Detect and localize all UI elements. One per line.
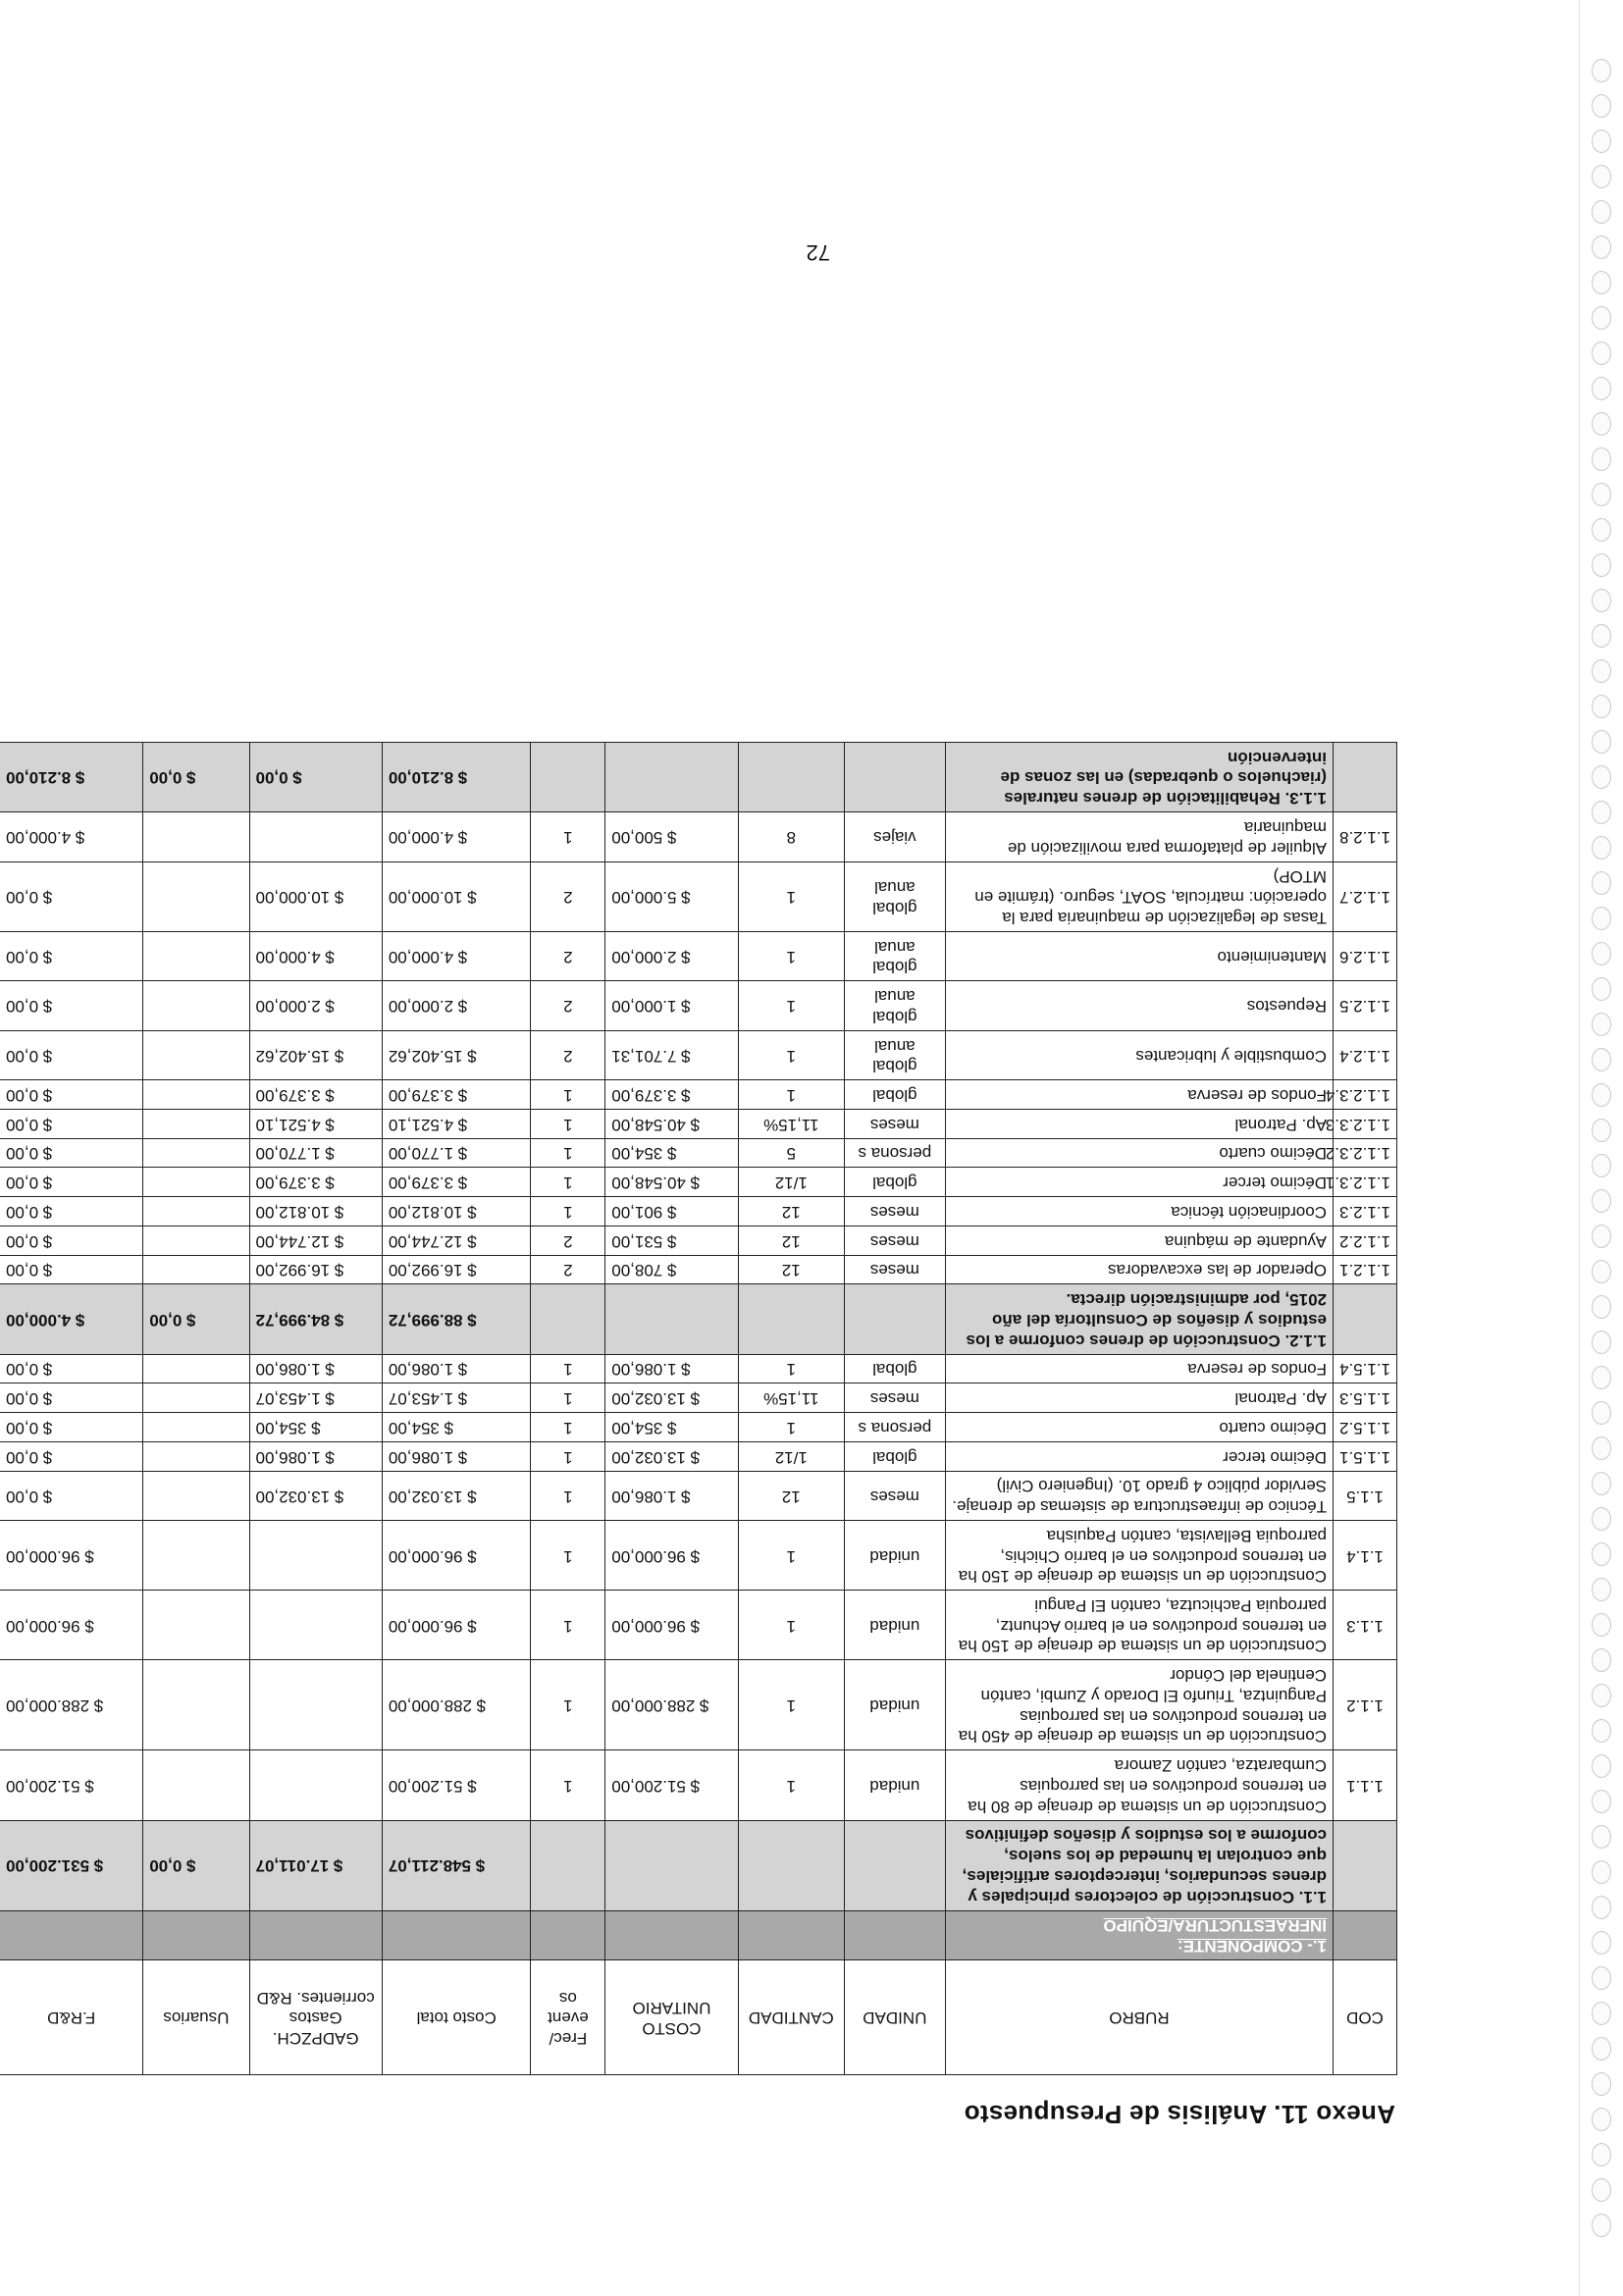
cell-cod: 1.1.2 [1334, 1660, 1397, 1750]
cell-unidad: meses [844, 1197, 945, 1226]
cell-frd: $ 8.210,00 [0, 743, 143, 812]
cell-frd: $ 288.000,00 [0, 1660, 143, 1750]
table-row [0, 1168, 1397, 1197]
cell-unidad: global anual [844, 1030, 945, 1079]
cell-cod: 1.1.2.3 [1334, 1197, 1397, 1226]
cell-frecuencia: 1 [531, 1413, 605, 1442]
table-row [0, 1521, 1397, 1591]
cell-gadpzch: $ 12.744,00 [249, 1226, 382, 1255]
cell-gadpzch [249, 1591, 382, 1660]
table-row [0, 1080, 1397, 1110]
cell-rubro: Mantenimiento [945, 931, 1333, 980]
header-cantidad: CANTIDAD [738, 1960, 844, 2075]
cell-cod: 1.1.2.6 [1334, 931, 1397, 980]
cell-frecuencia: 1 [531, 1080, 605, 1110]
subtotal-row [0, 1284, 1397, 1354]
cell-cod: 1.1.2.3.2 [1334, 1138, 1397, 1168]
cell-gadpzch: $ 16.992,00 [249, 1255, 382, 1284]
cell-frecuencia: 1 [531, 1521, 605, 1591]
cell-usuarios [143, 1441, 249, 1471]
cell-costo-unitario: $ 51.200,00 [605, 1750, 738, 1820]
cell-usuarios [143, 1750, 249, 1820]
cell-gadpzch: $ 4.000,00 [249, 931, 382, 980]
cell-frd: $ 0,00 [0, 1030, 143, 1079]
cell-unidad: unidad [844, 1521, 945, 1591]
cell-rubro: Operador de las excavadoras [945, 1255, 1333, 1284]
cell-frd: $ 0,00 [0, 1138, 143, 1168]
cell-usuarios: $ 0,00 [143, 1284, 249, 1354]
cell-cod: 1.1.5.2 [1334, 1413, 1397, 1442]
cell-cantidad: 12 [738, 1255, 844, 1284]
component-row [0, 1910, 1397, 1959]
cell-unidad: viajes [844, 812, 945, 861]
cell-costo-unitario [605, 1284, 738, 1354]
header-rubro: RUBRO [945, 1960, 1333, 2075]
cell-cod: 1.1.3 [1334, 1591, 1397, 1660]
cell-cantidad: 1 [738, 1521, 844, 1591]
cell-costo-unitario: $ 96.000,00 [605, 1521, 738, 1591]
cell-unidad: persona s [844, 1413, 945, 1442]
cell-costo-total: $ 1.086,00 [382, 1441, 531, 1471]
cell-frecuencia: 1 [531, 1471, 605, 1520]
cell-cantidad: 1/12 [738, 1441, 844, 1471]
cell-rubro: Décimo tercer [945, 1441, 1333, 1471]
cell-cod: 1.1.2.3.4 [1334, 1080, 1397, 1110]
cell-gadpzch: $ 4.521,10 [249, 1110, 382, 1139]
cell-unidad: unidad [844, 1660, 945, 1750]
cell-cod: 1.1.2.3.1 [1334, 1168, 1397, 1197]
cell-costo-total: $ 2.000,00 [382, 981, 531, 1030]
cell-costo-unitario: $ 13.032,00 [605, 1383, 738, 1413]
cell-unidad: global anual [844, 981, 945, 1030]
cell-frd: $ 0,00 [0, 1354, 143, 1383]
cell-usuarios [143, 1110, 249, 1139]
cell-rubro: Fondos de reserva [945, 1354, 1333, 1383]
cell-cantidad: 12 [738, 1226, 844, 1255]
cell-frecuencia [531, 743, 605, 812]
cell-cod: 1.1.2.4 [1334, 1030, 1397, 1079]
cell-cod [1334, 743, 1397, 812]
cell-frd: $ 531.200,00 [0, 1820, 143, 1910]
cell-costo-unitario [605, 743, 738, 812]
cell-cod: 1.1.2.5 [1334, 981, 1397, 1030]
table-row [0, 1110, 1397, 1139]
cell-frd: $ 0,00 [0, 1441, 143, 1471]
cell-cod: 1.1.2.8 [1334, 812, 1397, 861]
cell-cantidad: 11,15% [738, 1110, 844, 1139]
cell-costo-total: $ 96.000,00 [382, 1591, 531, 1660]
cell-unidad [844, 1910, 945, 1959]
cell-gadpzch: $ 17.011,07 [249, 1820, 382, 1910]
cell-cod: 1.1.2.7 [1334, 861, 1397, 931]
cell-cantidad: 1 [738, 1591, 844, 1660]
cell-frecuencia: 2 [531, 931, 605, 980]
cell-costo-total: $ 1.086,00 [382, 1354, 531, 1383]
cell-unidad: global [844, 1354, 945, 1383]
cell-cantidad: 1 [738, 861, 844, 931]
cell-frd: $ 0,00 [0, 1471, 143, 1520]
cell-costo-total: $ 1.453,07 [382, 1383, 531, 1413]
cell-costo-total: $ 10.000,00 [382, 861, 531, 931]
table-row [0, 1413, 1397, 1442]
cell-usuarios [143, 1255, 249, 1284]
header-unidad: UNIDAD [844, 1960, 945, 2075]
cell-usuarios: $ 0,00 [143, 743, 249, 812]
cell-rubro: Ayudante de máquina [945, 1226, 1333, 1255]
header-gadpzch: GADPZCH. Gastos corrientes. R&D [249, 1960, 382, 2075]
cell-rubro: Fondos de reserva [945, 1080, 1333, 1110]
cell-unidad [844, 743, 945, 812]
cell-costo-unitario: $ 708,00 [605, 1255, 738, 1284]
cell-unidad: global anual [844, 861, 945, 931]
cell-usuarios [143, 1413, 249, 1442]
cell-rubro: 1.1.2. Construcción de drenes conforme a los estudios y diseños de Consultoría del año 2015, por administración directa. [945, 1284, 1333, 1354]
table-row [0, 1197, 1397, 1226]
cell-costo-unitario: $ 13.032,00 [605, 1441, 738, 1471]
cell-gadpzch: $ 3.379,00 [249, 1168, 382, 1197]
cell-rubro: Construcción de un sistema de drenaje de 150 ha en terrenos productivos en el barrio Chichis, parroquia Bellavista, cantón Paquisha [945, 1521, 1333, 1591]
cell-frd: $ 0,00 [0, 1080, 143, 1110]
cell-costo-total: $ 1.770,00 [382, 1138, 531, 1168]
table-row [0, 1471, 1397, 1520]
cell-frecuencia: 1 [531, 1354, 605, 1383]
cell-rubro: Construcción de un sistema de drenaje de 450 ha en terrenos productivos en las parroquias Panguintza, Triunfo El Dorado y Zumbi, cantón Centinela del Cóndor [945, 1660, 1333, 1750]
cell-frd: $ 4.000,00 [0, 1284, 143, 1354]
cell-frecuencia: 1 [531, 1168, 605, 1197]
cell-costo-unitario [605, 1910, 738, 1959]
cell-costo-total: $ 4.000,00 [382, 931, 531, 980]
cell-gadpzch: $ 84.999,72 [249, 1284, 382, 1354]
cell-unidad: meses [844, 1226, 945, 1255]
cell-costo-total: $ 13.032,00 [382, 1471, 531, 1520]
cell-cantidad [738, 743, 844, 812]
cell-usuarios [143, 1354, 249, 1383]
cell-costo-total: $ 4.521,10 [382, 1110, 531, 1139]
cell-costo-total: $ 3.379,00 [382, 1168, 531, 1197]
cell-rubro: 1.1. Construcción de colectores principales y drenes secundarios, interceptores artificiales, que controlan la humedad de los suelos, conforme a los estudios y diseños definitivos [945, 1820, 1333, 1910]
cell-cantidad: 5 [738, 1138, 844, 1168]
cell-unidad: global [844, 1168, 945, 1197]
cell-costo-total: $ 4.000,00 [382, 812, 531, 861]
cell-costo-total: $ 12.744,00 [382, 1226, 531, 1255]
cell-cantidad: 12 [738, 1197, 844, 1226]
table-row [0, 1383, 1397, 1413]
cell-cod: 1.1.5.3 [1334, 1383, 1397, 1413]
cell-gadpzch: $ 1.770,00 [249, 1138, 382, 1168]
cell-cantidad: 1 [738, 1354, 844, 1383]
cell-costo-total: $ 16.992,00 [382, 1255, 531, 1284]
cell-costo-unitario: $ 354,00 [605, 1138, 738, 1168]
cell-costo-total: $ 354,00 [382, 1413, 531, 1442]
cell-rubro: Técnico de infraestructura de sistemas de drenaje. Servidor público 4 grado 10. (Ingeniero Civil) [945, 1471, 1333, 1520]
cell-cod [1334, 1284, 1397, 1354]
cell-unidad [844, 1820, 945, 1910]
cell-gadpzch: $ 1.453,07 [249, 1383, 382, 1413]
cell-cantidad: 8 [738, 812, 844, 861]
cell-frecuencia: 1 [531, 1197, 605, 1226]
cell-costo-unitario: $ 531,00 [605, 1226, 738, 1255]
cell-cantidad: 1/12 [738, 1168, 844, 1197]
cell-rubro: Coordinación técnica [945, 1197, 1333, 1226]
cell-usuarios [143, 1226, 249, 1255]
cell-cantidad: 1 [738, 1750, 844, 1820]
table-row [0, 1441, 1397, 1471]
cell-unidad [844, 1284, 945, 1354]
cell-gadpzch: $ 13.032,00 [249, 1471, 382, 1520]
cell-rubro: Construcción de un sistema de drenaje de 150 ha en terrenos productivos en el barrio Achuntz, parroquia Pachicutza, cantón El Pangui [945, 1591, 1333, 1660]
cell-rubro: 1.- COMPONENTE: INFRAESTUCTURA/EQUIPO [945, 1910, 1333, 1959]
cell-cod: 1.1.1 [1334, 1750, 1397, 1820]
cell-gadpzch: $ 3.379,00 [249, 1080, 382, 1110]
cell-frecuencia: 1 [531, 1750, 605, 1820]
table-row [0, 1354, 1397, 1383]
cell-usuarios [143, 1030, 249, 1079]
page-number: 72 [806, 240, 830, 265]
cell-unidad: global [844, 1080, 945, 1110]
header-usuarios: Usuarios [143, 1960, 249, 2075]
cell-usuarios [143, 1521, 249, 1591]
cell-rubro: Alquiler de plataforma para movilización de maquinaria [945, 812, 1333, 861]
cell-frd: $ 0,00 [0, 1168, 143, 1197]
cell-frecuencia: 2 [531, 861, 605, 931]
cell-gadpzch: $ 10.812,00 [249, 1197, 382, 1226]
header-row [0, 1960, 1397, 2075]
cell-costo-total: $ 51.200,00 [382, 1750, 531, 1820]
table-row [0, 1255, 1397, 1284]
cell-costo-unitario: $ 40.548,00 [605, 1110, 738, 1139]
budget-table [0, 742, 1397, 2075]
cell-costo-unitario: $ 1.086,00 [605, 1354, 738, 1383]
cell-frecuencia [531, 1910, 605, 1959]
cell-frecuencia: 1 [531, 1441, 605, 1471]
table-row [0, 1660, 1397, 1750]
cell-frd: $ 0,00 [0, 1255, 143, 1284]
cell-usuarios [143, 1080, 249, 1110]
table-row [0, 981, 1397, 1030]
cell-frd: $ 0,00 [0, 1110, 143, 1139]
cell-usuarios [143, 1197, 249, 1226]
cell-gadpzch: $ 1.086,00 [249, 1441, 382, 1471]
cell-unidad: global [844, 1441, 945, 1471]
cell-usuarios [143, 931, 249, 980]
cell-costo-unitario: $ 3.379,00 [605, 1080, 738, 1110]
cell-usuarios [143, 1660, 249, 1750]
cell-frecuencia: 2 [531, 981, 605, 1030]
cell-gadpzch: $ 0,00 [249, 743, 382, 812]
cell-frd: $ 0,00 [0, 1226, 143, 1255]
cell-cantidad: 1 [738, 931, 844, 980]
annex-title: Anexo 11. Análisis de Presupuesto [964, 2100, 1395, 2129]
cell-frecuencia [531, 1284, 605, 1354]
cell-costo-total: $ 88.999,72 [382, 1284, 531, 1354]
header-costo-total: Costo total [382, 1960, 531, 2075]
cell-cod: 1.1.2.2 [1334, 1226, 1397, 1255]
cell-cod [1334, 1820, 1397, 1910]
cell-unidad: unidad [844, 1591, 945, 1660]
cell-rubro: Ap. Patronal [945, 1110, 1333, 1139]
cell-frecuencia: 1 [531, 812, 605, 861]
table-row [0, 812, 1397, 861]
cell-gadpzch [249, 1660, 382, 1750]
cell-usuarios [143, 1910, 249, 1959]
budget-table-body [0, 743, 1397, 1960]
cell-costo-total: $ 8.210,00 [382, 743, 531, 812]
cell-rubro: Décimo cuarto [945, 1138, 1333, 1168]
cell-frd: $ 0,00 [0, 931, 143, 980]
cell-rubro: Construcción de un sistema de drenaje de 80 ha en terrenos productivos en las parroquias Cumbaratza, cantón Zamora [945, 1750, 1333, 1820]
cell-costo-total: $ 548.211,07 [382, 1820, 531, 1910]
header-cod: COD [1334, 1960, 1397, 2075]
cell-gadpzch [249, 1521, 382, 1591]
cell-cantidad [738, 1910, 844, 1959]
cell-gadpzch: $ 2.000,00 [249, 981, 382, 1030]
cell-costo-unitario: $ 1.086,00 [605, 1471, 738, 1520]
cell-cantidad [738, 1284, 844, 1354]
cell-frd: $ 51.200,00 [0, 1750, 143, 1820]
cell-rubro: Ap. Patronal [945, 1383, 1333, 1413]
cell-cantidad: 1 [738, 1660, 844, 1750]
cell-cod: 1.1.5 [1334, 1471, 1397, 1520]
cell-cod [1334, 1910, 1397, 1959]
cell-usuarios [143, 1168, 249, 1197]
cell-frecuencia [531, 1820, 605, 1910]
cell-cod: 1.1.5.4 [1334, 1354, 1397, 1383]
header-frecuencia: Frec/ event os [531, 1960, 605, 2075]
cell-rubro: Combustible y lubricantes [945, 1030, 1333, 1079]
cell-frd: $ 0,00 [0, 1383, 143, 1413]
cell-rubro: Décimo cuarto [945, 1413, 1333, 1442]
cell-unidad: meses [844, 1383, 945, 1413]
cell-costo-unitario: $ 354,00 [605, 1413, 738, 1442]
cell-rubro: Tasas de legalización de maquinaria para la operación: matrícula, SOAT, seguro. (trámite en MTOP) [945, 861, 1333, 931]
cell-cod: 1.1.5.1 [1334, 1441, 1397, 1471]
table-row [0, 1226, 1397, 1255]
cell-costo-unitario: $ 288.000,00 [605, 1660, 738, 1750]
table-row [0, 1750, 1397, 1820]
cell-gadpzch: $ 1.086,00 [249, 1354, 382, 1383]
cell-unidad: global anual [844, 931, 945, 980]
cell-cantidad: 1 [738, 1413, 844, 1442]
cell-usuarios [143, 1471, 249, 1520]
cell-frecuencia: 2 [531, 1030, 605, 1079]
cell-rubro: Repuestos [945, 981, 1333, 1030]
cell-frd: $ 96.000,00 [0, 1591, 143, 1660]
cell-costo-total: $ 288.000,00 [382, 1660, 531, 1750]
cell-costo-unitario: $ 2.000,00 [605, 931, 738, 980]
cell-frecuencia: 1 [531, 1110, 605, 1139]
cell-usuarios [143, 1138, 249, 1168]
cell-unidad: meses [844, 1255, 945, 1284]
cell-frecuencia: 1 [531, 1591, 605, 1660]
cell-gadpzch [249, 1910, 382, 1959]
cell-costo-unitario: $ 40.548,00 [605, 1168, 738, 1197]
cell-cod: 1.1.4 [1334, 1521, 1397, 1591]
cell-cantidad [738, 1820, 844, 1910]
cell-frd: $ 0,00 [0, 1413, 143, 1442]
cell-costo-unitario: $ 901,00 [605, 1197, 738, 1226]
cell-costo-total [382, 1910, 531, 1959]
cell-cantidad: 1 [738, 1030, 844, 1079]
cell-costo-unitario: $ 96.000,00 [605, 1591, 738, 1660]
cell-cantidad: 11,15% [738, 1383, 844, 1413]
cell-usuarios [143, 981, 249, 1030]
cell-costo-total: $ 15.402,62 [382, 1030, 531, 1079]
cell-cantidad: 12 [738, 1471, 844, 1520]
cell-gadpzch: $ 10.000,00 [249, 861, 382, 931]
cell-cantidad: 1 [738, 981, 844, 1030]
cell-rubro: Décimo tercer [945, 1168, 1333, 1197]
cell-cod: 1.1.2.3.3 [1334, 1110, 1397, 1139]
cell-costo-total: $ 96.000,00 [382, 1521, 531, 1591]
cell-frecuencia: 2 [531, 1255, 605, 1284]
cell-gadpzch [249, 812, 382, 861]
table-row [0, 1591, 1397, 1660]
cell-frd: $ 96.000,00 [0, 1521, 143, 1591]
header-frd: F.R&D [0, 1960, 143, 2075]
table-row [0, 1138, 1397, 1168]
cell-costo-unitario: $ 7.701,31 [605, 1030, 738, 1079]
cell-frd: $ 0,00 [0, 981, 143, 1030]
cell-gadpzch [249, 1750, 382, 1820]
header-costo-unitario: COSTO UNITARIO [605, 1960, 738, 2075]
cell-frd [0, 1910, 143, 1959]
table-row [0, 861, 1397, 931]
cell-costo-total: $ 10.812,00 [382, 1197, 531, 1226]
cell-frd: $ 4.000,00 [0, 812, 143, 861]
cell-unidad: persona s [844, 1138, 945, 1168]
cell-cantidad: 1 [738, 1080, 844, 1110]
subtotal-row [0, 1820, 1397, 1910]
cell-unidad: meses [844, 1110, 945, 1139]
cell-usuarios [143, 1591, 249, 1660]
cell-frd: $ 0,00 [0, 861, 143, 931]
cell-unidad: unidad [844, 1750, 945, 1820]
cell-frecuencia: 1 [531, 1383, 605, 1413]
cell-frecuencia: 1 [531, 1138, 605, 1168]
cell-gadpzch: $ 15.402,62 [249, 1030, 382, 1079]
table-row [0, 931, 1397, 980]
cell-costo-unitario: $ 5.000,00 [605, 861, 738, 931]
cell-costo-total: $ 3.379,00 [382, 1080, 531, 1110]
cell-costo-unitario: $ 500,00 [605, 812, 738, 861]
table-row [0, 1030, 1397, 1079]
cell-rubro: 1.1.3. Rehabilitación de drenes naturales (riachuelos o quebradas) en las zonas de intervención [945, 743, 1333, 812]
cell-usuarios: $ 0,00 [143, 1820, 249, 1910]
cell-frecuencia: 1 [531, 1660, 605, 1750]
cell-costo-unitario [605, 1820, 738, 1910]
cell-usuarios [143, 861, 249, 931]
cell-frd: $ 0,00 [0, 1197, 143, 1226]
cell-costo-unitario: $ 1.000,00 [605, 981, 738, 1030]
subtotal-row [0, 743, 1397, 812]
cell-unidad: meses [844, 1471, 945, 1520]
cell-usuarios [143, 1383, 249, 1413]
cell-cod: 1.1.2.1 [1334, 1255, 1397, 1284]
cell-gadpzch: $ 354,00 [249, 1413, 382, 1442]
cell-usuarios [143, 812, 249, 861]
cell-frecuencia: 2 [531, 1226, 605, 1255]
